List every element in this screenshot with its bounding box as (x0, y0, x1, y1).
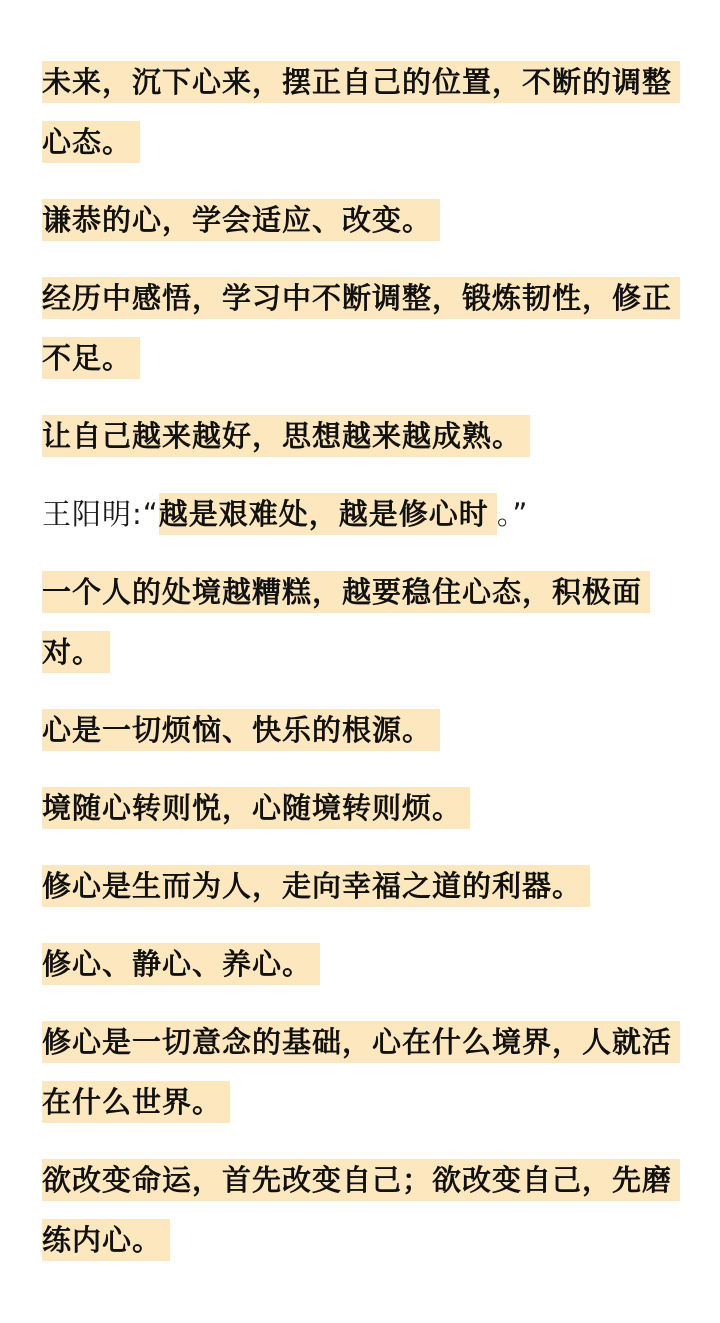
paragraph (42, 52, 682, 172)
quote-closing: 。” (496, 497, 529, 531)
highlighted-text: 未来，沉下心来，摆正自己的位置，不断的调整心态。 (42, 61, 680, 163)
highlighted-text: 心是一切烦恼、快乐的根源。 (42, 709, 440, 751)
paragraph (42, 934, 682, 994)
paragraph (42, 1150, 682, 1270)
highlighted-text: 修心、静心、养心。 (42, 943, 320, 985)
highlighted-text: 经历中感悟，学习中不断调整，锻炼韧性，修正不足。 (42, 277, 680, 379)
highlighted-text: 一个人的处境越糟糕，越要稳住心态，积极面对。 (42, 571, 650, 673)
paragraph (42, 700, 682, 760)
highlighted-text: 修心是生而为人，走向幸福之道的利器。 (42, 865, 590, 907)
paragraph (42, 406, 682, 466)
highlighted-text: 谦恭的心，学会适应、改变。 (42, 199, 440, 241)
quote-text: 越是艰难处，越是修心时 (159, 493, 497, 535)
article-body (42, 52, 682, 1288)
paragraph (42, 562, 682, 682)
quote-paragraph (42, 484, 682, 544)
paragraph (42, 778, 682, 838)
paragraph (42, 190, 682, 250)
highlighted-text: 修心是一切意念的基础，心在什么境界，人就活在什么世界。 (42, 1021, 680, 1123)
paragraph (42, 1012, 682, 1132)
highlighted-text: 让自己越来越好，思想越来越成熟。 (42, 415, 530, 457)
highlighted-text: 境随心转则悦，心随境转则烦。 (42, 787, 470, 829)
highlighted-text: 欲改变命运，首先改变自己；欲改变自己，先磨练内心。 (42, 1159, 680, 1261)
paragraph (42, 856, 682, 916)
paragraph (42, 268, 682, 388)
quote-speaker: 王阳明:“ (42, 497, 159, 531)
